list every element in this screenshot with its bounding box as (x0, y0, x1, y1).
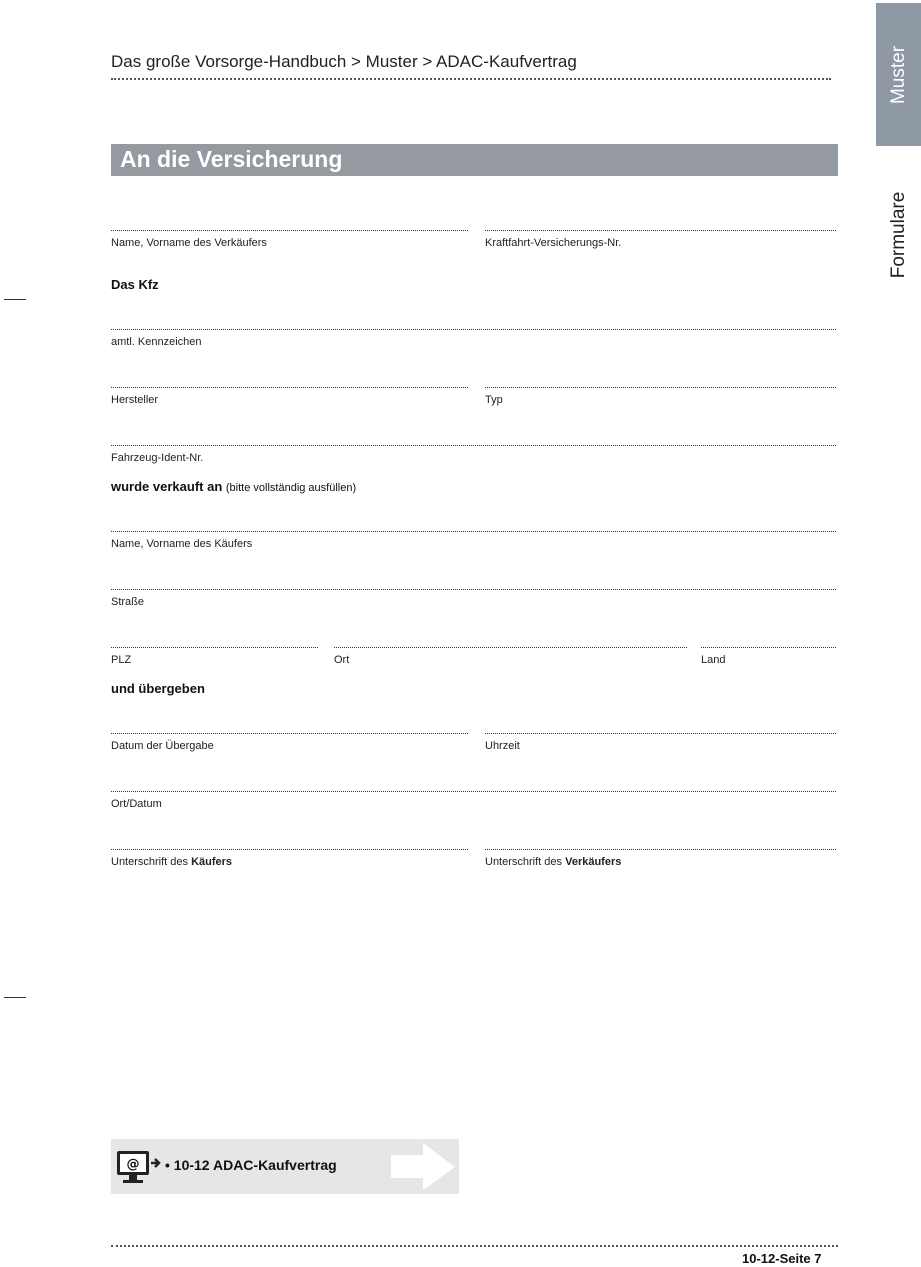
side-tab-muster[interactable] (876, 3, 921, 146)
seller-name-field[interactable] (111, 230, 468, 231)
plate-label: amtl. Kennzeichen (111, 336, 202, 348)
header-divider (111, 78, 831, 80)
download-link-text[interactable]: • 10-12 ADAC-Kaufvertrag (165, 1157, 337, 1173)
manufacturer-label: Hersteller (111, 394, 159, 406)
street-label: Straße (111, 596, 145, 608)
section-handed-over: und übergeben (111, 681, 205, 696)
section-title-bar (111, 144, 838, 176)
city-field[interactable] (334, 647, 687, 648)
buyer-name-field[interactable] (111, 531, 836, 532)
section-vehicle: Das Kfz (111, 277, 159, 292)
buyer-signature-label (111, 856, 232, 868)
plate-field[interactable] (111, 329, 836, 330)
signature-buyer-word: Käufers (191, 856, 233, 868)
arrow-right-icon (387, 1141, 459, 1192)
svg-text:@: @ (126, 1157, 140, 1172)
footer-divider (111, 1245, 838, 1247)
vin-field[interactable] (111, 445, 836, 446)
place-date-field[interactable] (111, 791, 836, 792)
insurance-no-field[interactable] (485, 230, 836, 231)
section-sold-to-title: wurde verkauft an (111, 479, 223, 494)
country-label: Land (701, 654, 726, 666)
street-field[interactable] (111, 589, 836, 590)
seller-signature-label (485, 856, 621, 868)
time-label: Uhrzeit (485, 740, 520, 752)
section-sold-to-note: (bitte vollständig ausfüllen) (225, 482, 357, 494)
section-sold-to (111, 479, 356, 494)
margin-tick (4, 997, 26, 998)
signature-prefix: Unterschrift des (111, 856, 189, 868)
city-label: Ort (334, 654, 350, 666)
computer-email-icon (115, 1149, 163, 1185)
time-field[interactable] (485, 733, 836, 734)
zip-label: PLZ (111, 654, 132, 666)
margin-tick (4, 299, 26, 300)
insurance-no-label: Kraftfahrt-Versicherungs-Nr. (485, 237, 622, 249)
place-date-label: Ort/Datum (111, 798, 162, 810)
seller-name-label: Name, Vorname des Verkäufers (111, 237, 267, 249)
zip-field[interactable] (111, 647, 318, 648)
page-title: An die Versicherung (120, 146, 343, 172)
type-label: Typ (485, 394, 503, 406)
handover-date-field[interactable] (111, 733, 468, 734)
handover-date-label: Datum der Übergabe (111, 740, 214, 752)
side-tab-label: Muster (887, 45, 909, 104)
seller-signature-field[interactable] (485, 849, 836, 850)
manufacturer-field[interactable] (111, 387, 468, 388)
signature-seller-word: Verkäufers (565, 856, 622, 868)
buyer-signature-field[interactable] (111, 849, 468, 850)
vin-label: Fahrzeug-Ident-Nr. (111, 452, 204, 464)
page-number: 10-12-Seite 7 (742, 1251, 822, 1266)
side-category-label: Formulare (887, 191, 909, 279)
breadcrumb: Das große Vorsorge-Handbuch > Muster > ADAC-Kaufvertrag (111, 52, 577, 71)
side-category (876, 180, 921, 290)
type-field[interactable] (485, 387, 836, 388)
buyer-name-label: Name, Vorname des Käufers (111, 538, 253, 550)
country-field[interactable] (701, 647, 836, 648)
signature-prefix: Unterschrift des (485, 856, 563, 868)
